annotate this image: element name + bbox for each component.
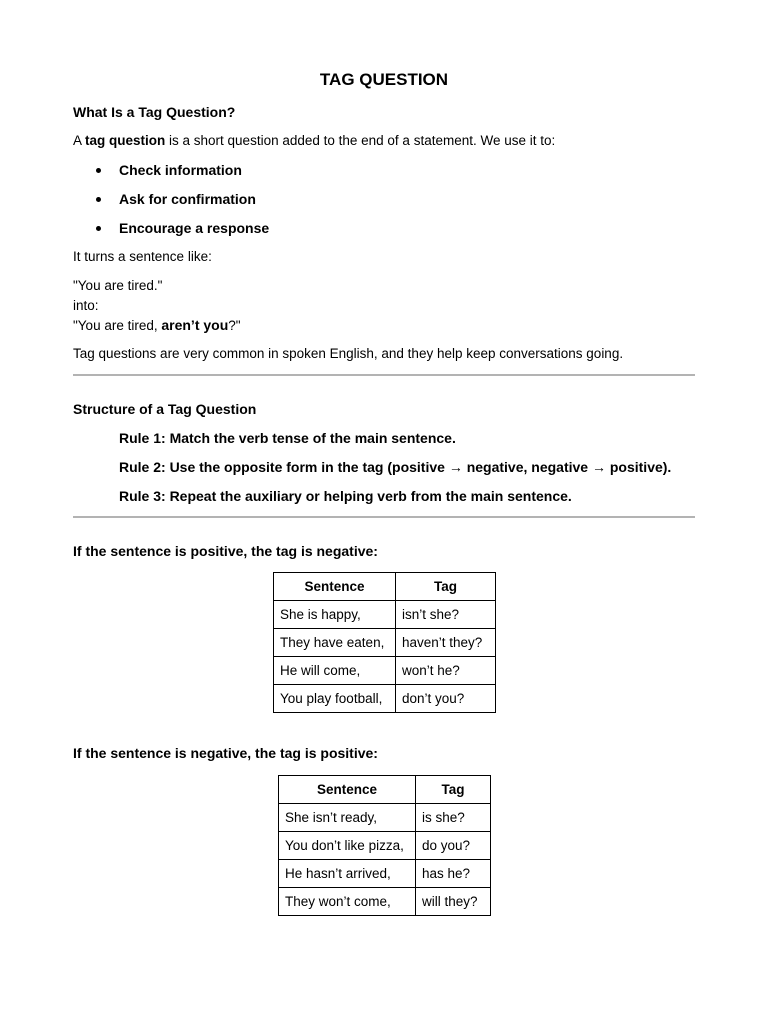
sentence-cell: You don’t like pizza, (279, 832, 416, 860)
tag-cell: is she? (416, 804, 491, 832)
example-after-tag: aren’t you (161, 317, 229, 333)
intro-bold-term: tag question (85, 133, 166, 148)
example-after-suffix: ?" (228, 318, 241, 333)
section-heading-what-is: What Is a Tag Question? (73, 104, 236, 120)
tag-cell: don’t you? (396, 685, 496, 713)
table-row (279, 860, 491, 888)
sentence-cell: She is happy, (274, 601, 396, 629)
table-row (274, 685, 496, 713)
bullet-item: Encourage a response (119, 220, 270, 236)
rule-item: Rule 2: Use the opposite form in the tag (positive → negative, negative → positive). (119, 459, 672, 475)
table-header-cell: Tag (416, 776, 491, 804)
table-row (274, 601, 496, 629)
sentence-cell: They won’t come, (279, 888, 416, 916)
sentence-cell: She isn’t ready, (279, 804, 416, 832)
bullet-dot (96, 168, 101, 173)
table-header-cell: Tag (396, 573, 496, 601)
rule-item: Rule 1: Match the verb tense of the main sentence. (119, 430, 456, 446)
tag-cell: haven’t they? (396, 629, 496, 657)
bullet-dot (96, 226, 101, 231)
table-row (274, 657, 496, 685)
tag-cell: do you? (416, 832, 491, 860)
table-row (279, 888, 491, 916)
closing-paragraph: Tag questions are very common in spoken English, and they help keep conversations going. (73, 346, 624, 361)
bullet-item: Check information (119, 162, 242, 178)
intro-prefix: A (73, 133, 86, 148)
negative-tag-table (278, 775, 491, 916)
intro-paragraph (73, 133, 555, 148)
example-after-prefix: "You are tired, (73, 318, 162, 333)
tag-cell: won’t he? (396, 657, 496, 685)
section-heading-structure: Structure of a Tag Question (73, 401, 257, 417)
example-after (73, 317, 241, 333)
into-line: into: (73, 298, 99, 313)
tag-cell: will they? (416, 888, 491, 916)
example-before: "You are tired." (73, 278, 163, 293)
tag-cell: has he? (416, 860, 491, 888)
sentence-cell: They have eaten, (274, 629, 396, 657)
sentence-cell: You play football, (274, 685, 396, 713)
section-heading-positive: If the sentence is positive, the tag is negative: (73, 543, 378, 559)
divider (73, 374, 695, 376)
table-header-cell: Sentence (279, 776, 416, 804)
rule-item: Rule 3: Repeat the auxiliary or helping verb from the main sentence. (119, 488, 572, 504)
table-header-row (274, 573, 496, 601)
section-heading-negative: If the sentence is negative, the tag is positive: (73, 745, 378, 761)
turns-line: It turns a sentence like: (73, 249, 212, 264)
intro-suffix: is a short question added to the end of a statement. We use it to: (165, 133, 556, 148)
table-header-row (279, 776, 491, 804)
positive-tag-table (273, 572, 496, 713)
bullet-dot (96, 197, 101, 202)
sentence-cell: He hasn’t arrived, (279, 860, 416, 888)
bullet-item: Ask for confirmation (119, 191, 256, 207)
table-row (279, 804, 491, 832)
page-title: TAG QUESTION (319, 70, 449, 89)
divider (73, 516, 695, 518)
table-header-cell: Sentence (274, 573, 396, 601)
sentence-cell: He will come, (274, 657, 396, 685)
tag-cell: isn’t she? (396, 601, 496, 629)
table-row (279, 832, 491, 860)
table-row (274, 629, 496, 657)
